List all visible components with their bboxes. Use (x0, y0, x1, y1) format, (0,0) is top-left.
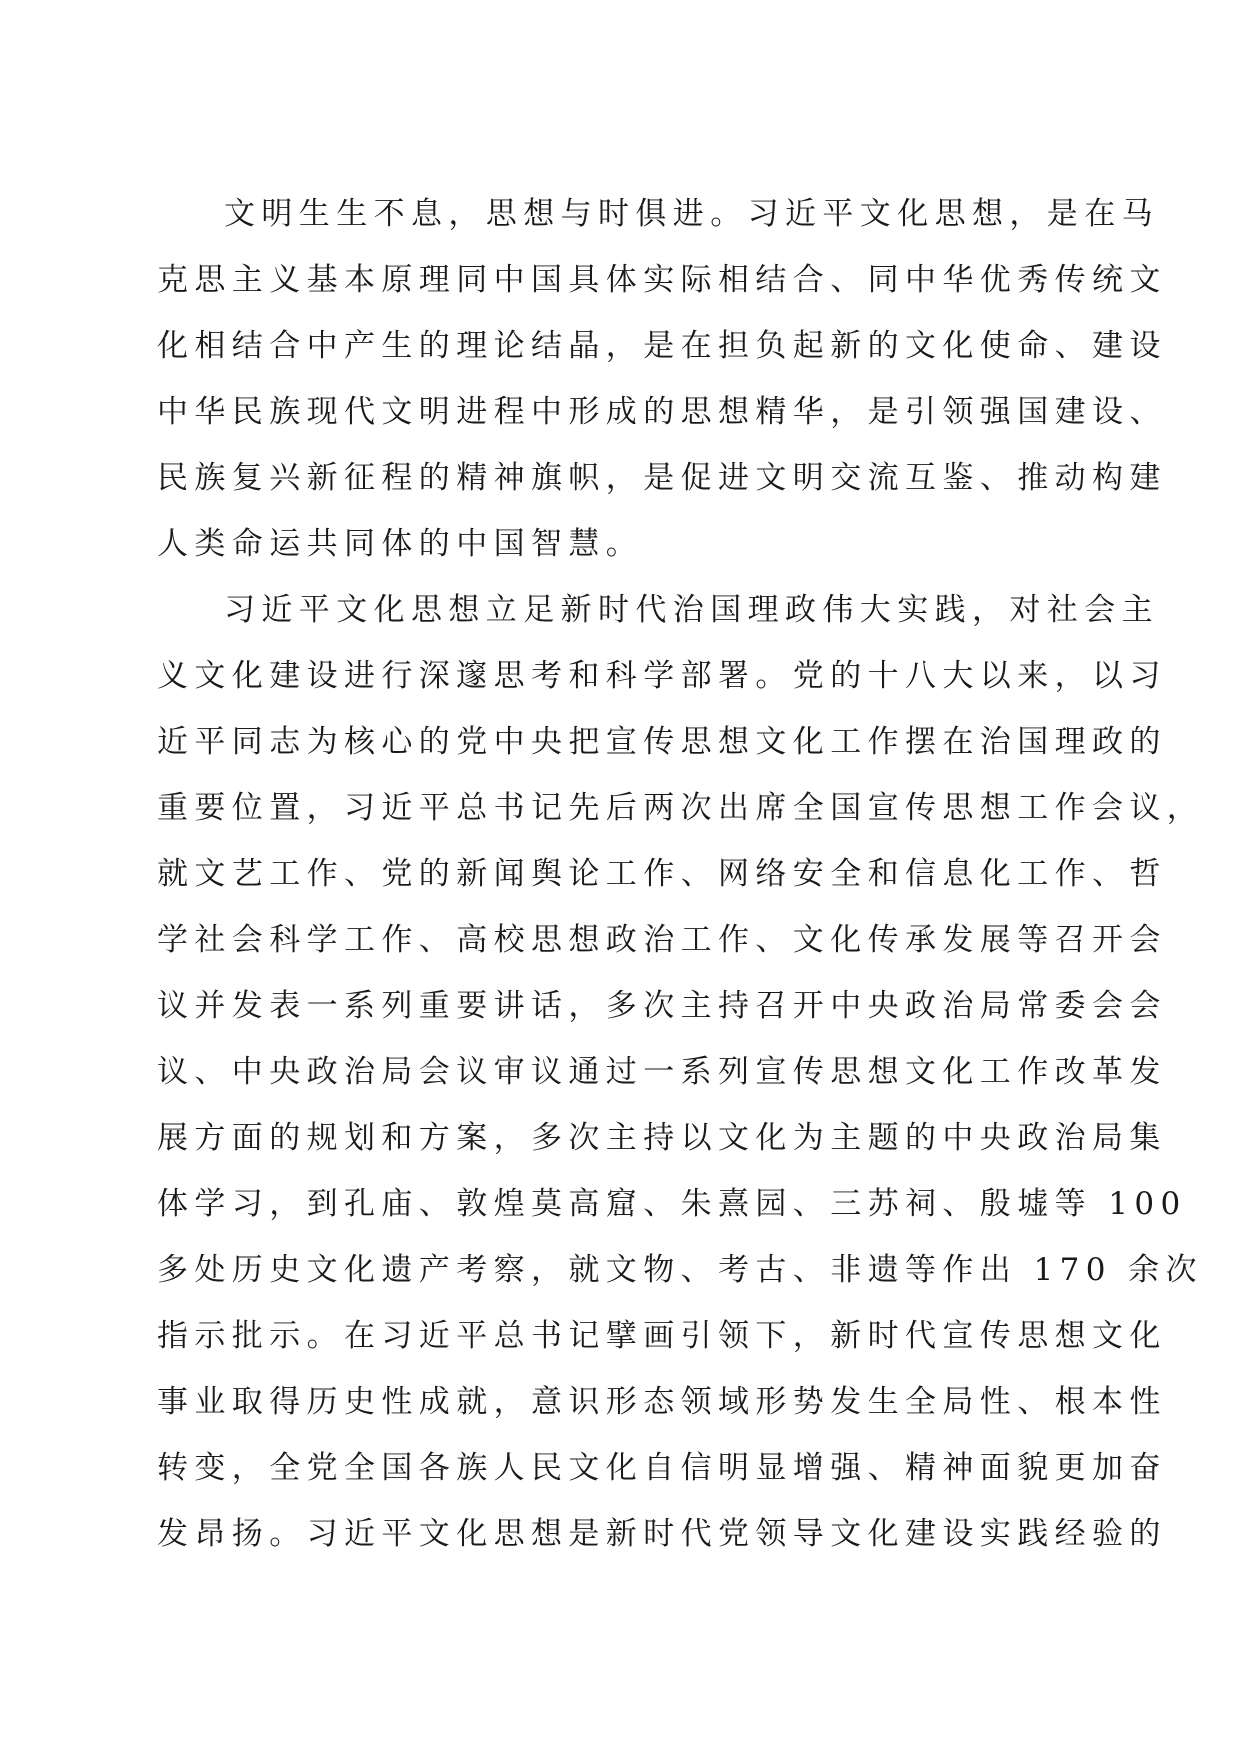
text-line: 文明生生不息，思想与时俱进。习近平文化思想，是在马 (224, 196, 1159, 232)
text-line: 中华民族现代文明进程中形成的思想精华，是引领强国建设、 (157, 394, 1167, 430)
text-line: 重要位置，习近平总书记先后两次出席全国宣传思想工作会议， (157, 790, 1205, 826)
text-line: 发昂扬。习近平文化思想是新时代党领导文化建设实践经验的 (157, 1516, 1167, 1552)
text-line: 民族复兴新征程的精神旗帜，是促进文明交流互鉴、推动构建 (157, 460, 1167, 496)
text-line: 事业取得历史性成就，意识形态领域形势发生全局性、根本性 (157, 1384, 1167, 1420)
text-line: 义文化建设进行深邃思考和科学部署。党的十八大以来，以习 (157, 658, 1167, 694)
text-line: 人类命运共同体的中国智慧。 (157, 526, 644, 562)
text-line: 多处历史文化遗产考察，就文物、考古、非遗等作出 170 余次 (157, 1252, 1203, 1288)
text-line: 近平同志为核心的党中央把宣传思想文化工作摆在治国理政的 (157, 724, 1167, 760)
text-line: 议并发表一系列重要讲话，多次主持召开中央政治局常委会会 (157, 988, 1167, 1024)
text-line: 学社会科学工作、高校思想政治工作、文化传承发展等召开会 (157, 922, 1167, 958)
text-line: 展方面的规划和方案，多次主持以文化为主题的中央政治局集 (157, 1120, 1167, 1156)
text-line: 习近平文化思想立足新时代治国理政伟大实践，对社会主 (224, 592, 1159, 628)
text-line: 就文艺工作、党的新闻舆论工作、网络安全和信息化工作、哲 (157, 856, 1167, 892)
text-line: 克思主义基本原理同中国具体实际相结合、同中华优秀传统文 (157, 262, 1167, 298)
text-line: 转变，全党全国各族人民文化自信明显增强、精神面貌更加奋 (157, 1450, 1167, 1486)
text-line: 化相结合中产生的理论结晶，是在担负起新的文化使命、建设 (157, 328, 1167, 364)
text-line: 指示批示。在习近平总书记擘画引领下，新时代宣传思想文化 (157, 1318, 1167, 1354)
text-line: 体学习，到孔庙、敦煌莫高窟、朱熹园、三苏祠、殷墟等 100 (157, 1186, 1187, 1222)
text-line: 议、中央政治局会议审议通过一系列宣传思想文化工作改革发 (157, 1054, 1167, 1090)
